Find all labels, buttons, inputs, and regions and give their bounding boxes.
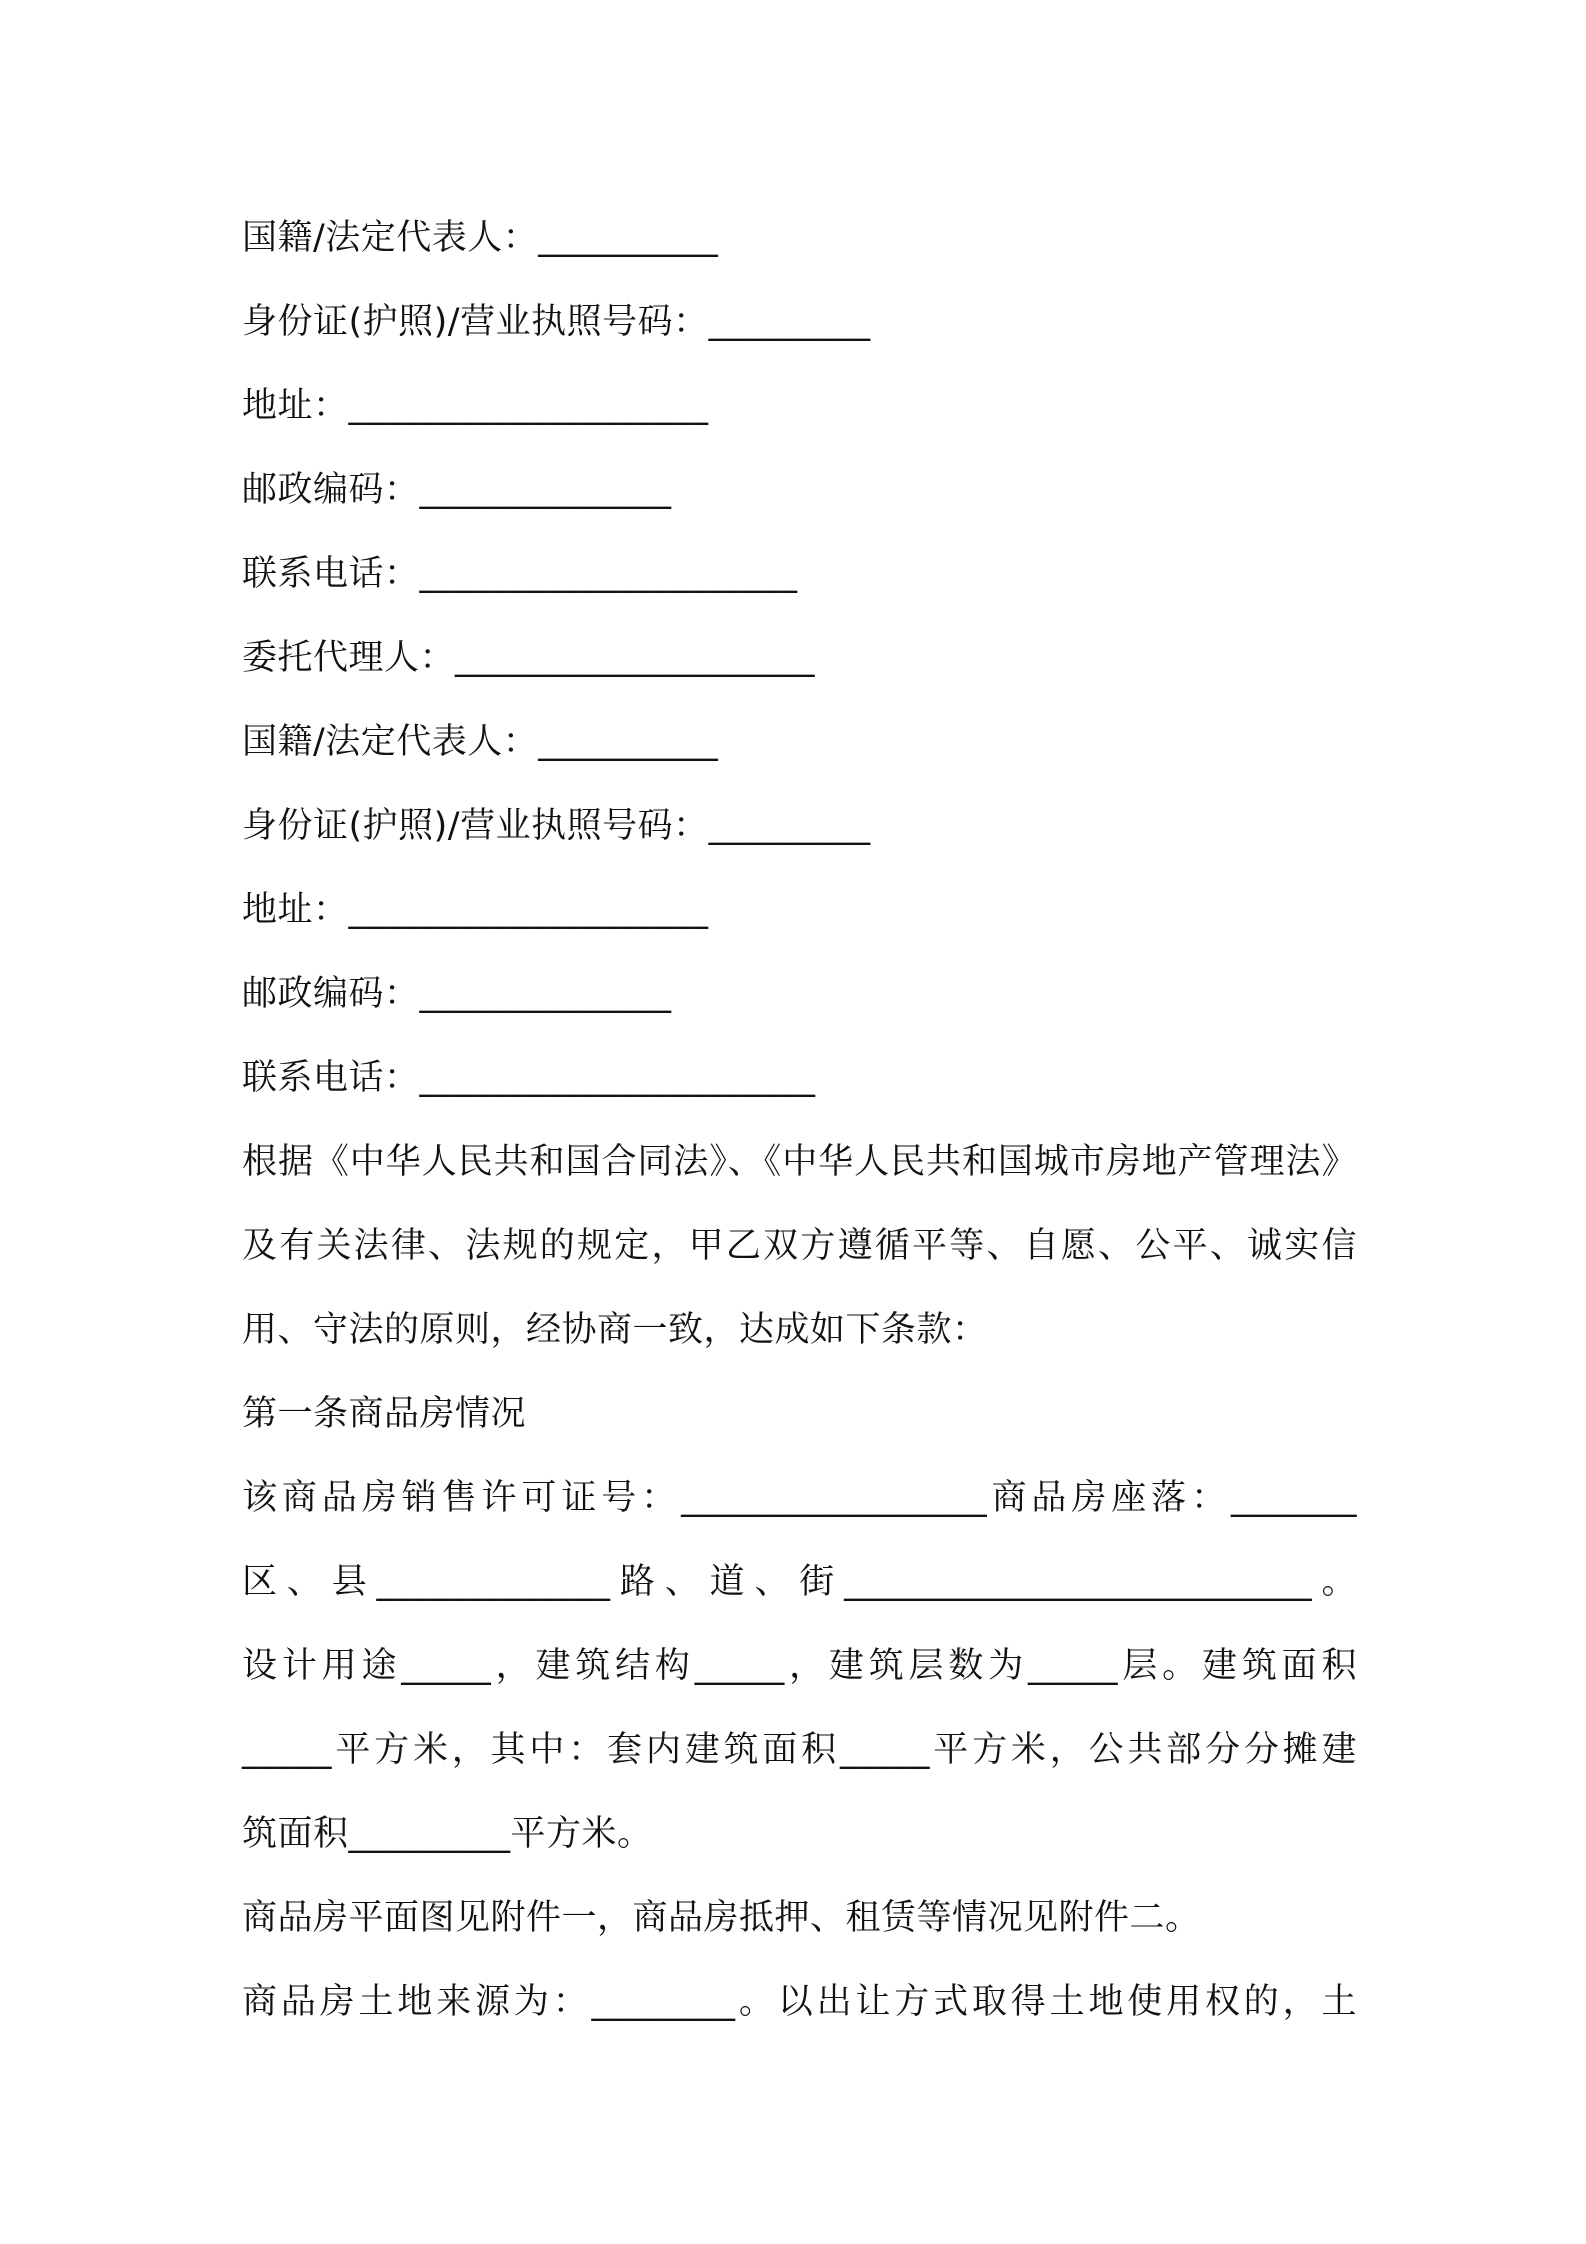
contract-page	[242, 196, 1357, 2044]
sales-permit-location-line: 该商品房销售许可证号：_________________商品房座落：_______	[242, 1478, 1357, 1518]
preamble-line-3: 用、守法的原则，经协商一致，达成如下条款：	[242, 1310, 988, 1350]
preamble-line-2: 及有关法律、法规的规定，甲乙双方遵循平等、自愿、公平、诚实信	[242, 1226, 1357, 1266]
area-breakdown-line: _____平方米，其中：套内建筑面积_____平方米，公共部分分摊建	[242, 1730, 1357, 1770]
district-road-line: 区、县_____________路、道、街__________________________。	[242, 1562, 1357, 1602]
party-phone: 联系电话：_____________________	[242, 554, 798, 594]
agent-phone: 联系电话：______________________	[242, 1058, 816, 1098]
shared-area-line: 筑面积_________平方米。	[242, 1814, 653, 1854]
party-address: 地址：____________________	[242, 386, 709, 426]
party-id-license-number: 身份证(护照)/营业执照号码：_________	[242, 302, 871, 342]
floor-plan-attachments-line: 商品房平面图见附件一，商品房抵押、租赁等情况见附件二。	[242, 1898, 1201, 1938]
agent-id-license-number: 身份证(护照)/营业执照号码：_________	[242, 806, 871, 846]
entrusted-agent: 委托代理人：____________________	[242, 638, 816, 678]
agent-address: 地址：____________________	[242, 890, 709, 930]
preamble-line-1: 根据《中华人民共和国合同法》、《中华人民共和国城市房地产管理法》	[242, 1142, 1357, 1182]
party-nationality-representative: 国籍/法定代表人：__________	[242, 218, 719, 258]
party-postal-code: 邮政编码：______________	[242, 470, 672, 510]
agent-postal-code: 邮政编码：______________	[242, 974, 672, 1014]
land-source-line: 商品房土地来源为：________。以出让方式取得土地使用权的，土	[242, 1982, 1357, 2022]
article-1-heading: 第一条商品房情况	[242, 1394, 527, 1434]
design-use-structure-line: 设计用途_____，建筑结构_____，建筑层数为_____层。建筑面积	[242, 1646, 1357, 1686]
agent-nationality-representative: 国籍/法定代表人：__________	[242, 722, 719, 762]
